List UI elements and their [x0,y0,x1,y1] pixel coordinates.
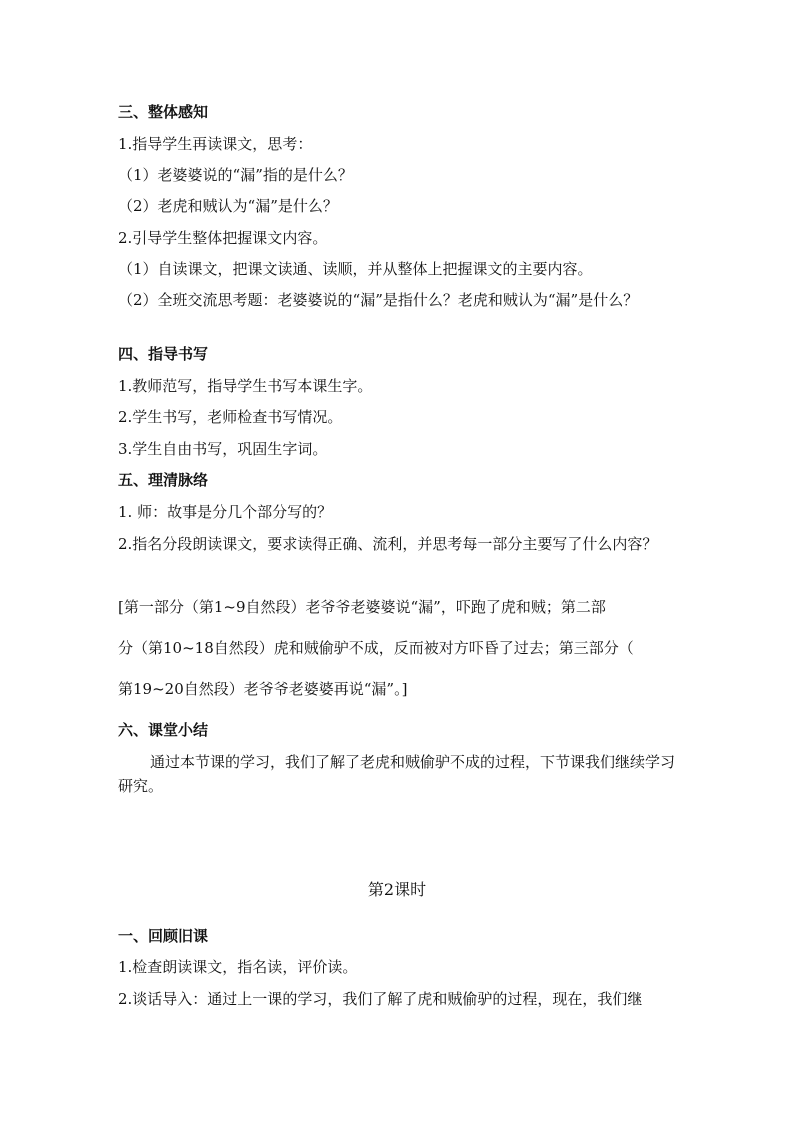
section-heading: 六、课堂小结 [118,721,209,739]
paragraph: 2.学生书写，老师检查书写情况。 [118,408,343,426]
paragraph: （2）全班交流思考题：老婆婆说的“漏”是指什么？老虎和贼认为“漏”是什么？ [118,291,639,309]
paragraph: （1）老婆婆说的“漏”指的是什么？ [118,166,353,184]
paragraph: （2）老虎和贼认为“漏”是什么？ [118,197,338,215]
paragraph: 1.指导学生再读课文，思考： [118,135,313,153]
answer-line: 第19~20自然段）老爷爷老婆婆再说“漏”。] [118,680,408,698]
paragraph: 1. 师：故事是分几个部分写的？ [118,503,333,521]
paragraph: 1.教师范写，指导学生书写本课生字。 [118,377,373,395]
answer-line: [第一部分（第1~9自然段）老爷爷老婆婆说“漏”，吓跑了虎和贼；第二部 [118,598,606,616]
lesson-title: 第2课时 [367,880,427,899]
paragraph: 3.学生自由书写，巩固生字词。 [118,440,328,458]
paragraph: 1.检查朗读课文，指名读，评价读。 [118,958,358,976]
paragraph: 2.谈话导入：通过上一课的学习，我们了解了虎和贼偷驴的过程，现在，我们继 [118,990,643,1008]
section-heading: 五、理清脉络 [118,471,209,489]
answer-line: 分（第10~18自然段）虎和贼偷驴不成，反而被对方吓昏了过去；第三部分（ [118,639,634,657]
section-heading: 一、回顾旧课 [118,927,209,945]
section-heading: 四、指导书写 [118,345,209,363]
paragraph: 通过本节课的学习，我们了解了老虎和贼偷驴不成的过程，下节课我们继续学习研究。 [118,753,676,795]
paragraph: （1）自读课文，把课文读通、读顺，并从整体上把握课文的主要内容。 [118,260,593,278]
paragraph: 2.指名分段朗读课文，要求读得正确、流利，并思考每一部分主要写了什么内容？ [118,535,658,553]
section-heading: 三、整体感知 [118,103,209,121]
paragraph: 2.引导学生整体把握课文内容。 [118,229,328,247]
